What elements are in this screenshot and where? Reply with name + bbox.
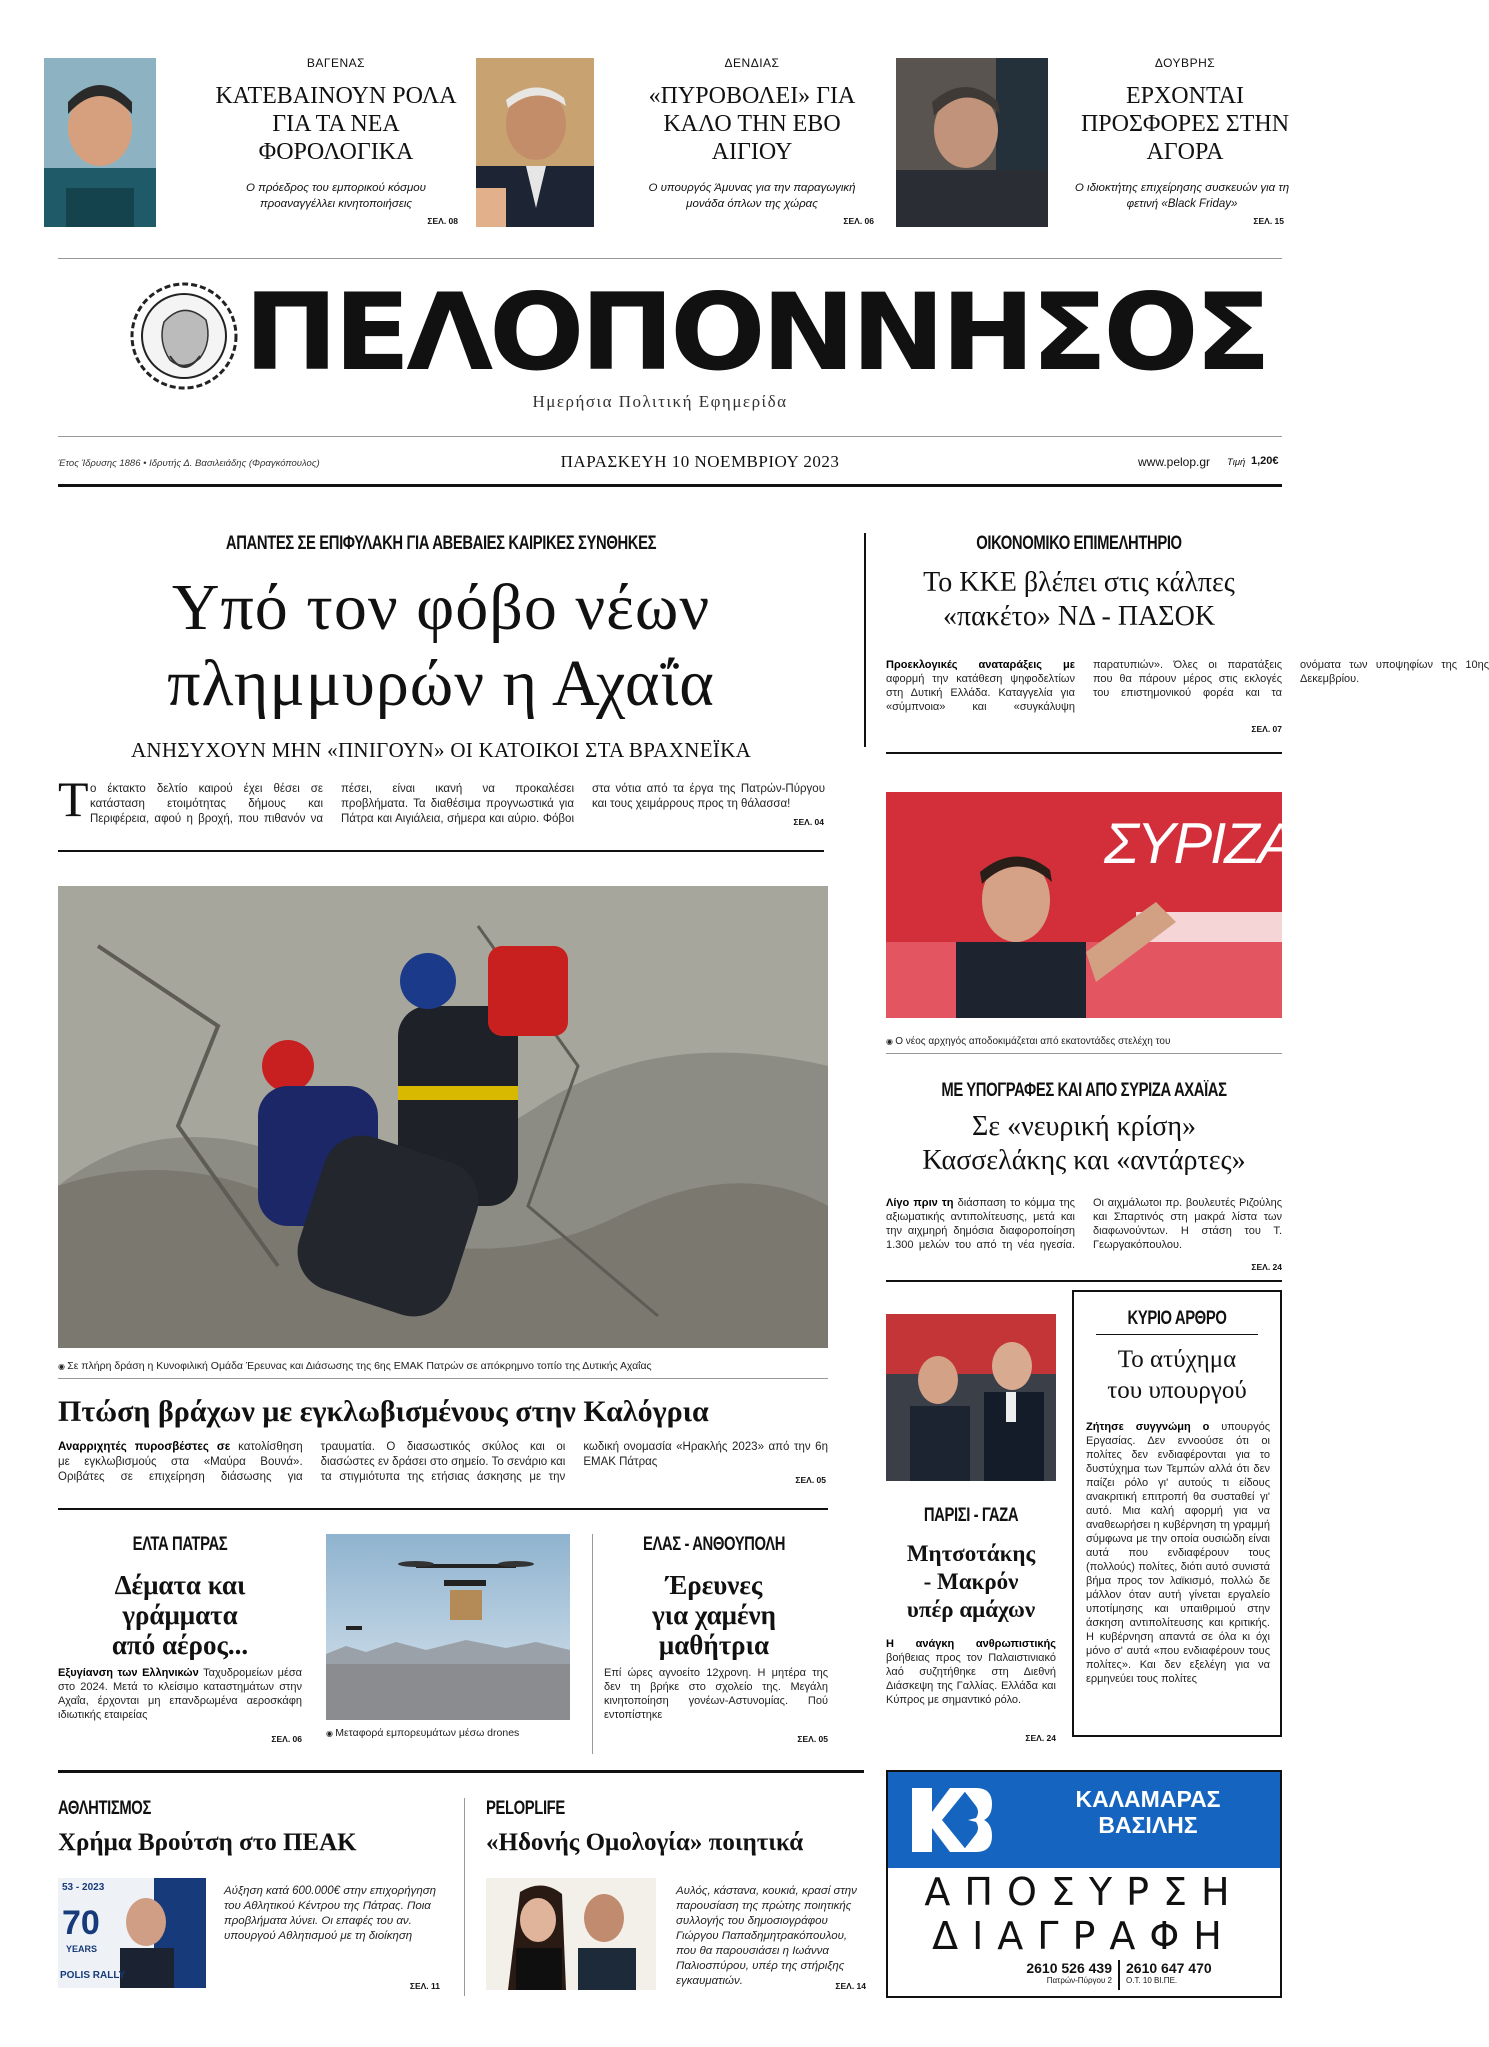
banner-years-number: 70 bbox=[62, 1904, 100, 1942]
page-ref: ΣΕΛ. 08 bbox=[427, 216, 458, 226]
masthead-subtitle: Ημερήσια Πολιτική Εφημερίδα bbox=[532, 392, 788, 411]
article-body bbox=[1086, 1420, 1270, 1728]
sports-headline[interactable]: Χρήμα Βρούτση στο ΠΕΑΚ bbox=[58, 1829, 357, 1856]
sports-photo bbox=[58, 1878, 206, 1988]
column-rule bbox=[864, 533, 866, 747]
elta-text: Ταχυδρομείων μέσα στο 2024. Μετά το κλείσιμο καταστημάτων στην Αχαΐα, έρχονται μη επανδρωμένα αεροσκάφη ιδιωτικής εταιρείας bbox=[58, 1667, 302, 1721]
divider bbox=[886, 1053, 1282, 1054]
teaser-text: Ο υπουργός Άμυνας για την παραγωγική μονάδα όπλων της χώρας bbox=[648, 182, 856, 210]
page-ref: ΣΕΛ. 11 bbox=[409, 1981, 440, 1991]
divider bbox=[58, 258, 1282, 259]
ad-contact-2 bbox=[1126, 1960, 1266, 1985]
drone-caption: ◉ Μεταφορά εμπορευμάτων μέσω drones bbox=[326, 1727, 570, 1739]
editorial-body bbox=[886, 658, 1489, 726]
paris-lead: Η ανάγκη ανθρωπιστικής bbox=[886, 1638, 1056, 1650]
elta-body bbox=[58, 1666, 302, 1728]
ad-name-line: ΒΑΣΙΛΗΣ bbox=[1098, 1812, 1198, 1838]
editorial-text: αφορμή την κατάθεση ψηφοδελτίων στη Δυτική Ελλάδα. Καταγγελία για «σύμπνοια» και «συγκάλυψη παρατυπιών». Όλες οι παρατάξεις που θα πάρουν μέρος στις εκλογές του επιστημονικού φορέα και τα ονόματα των υποψηφίων της 10ης Δεκεμβρίου. bbox=[886, 659, 1489, 713]
ad-service-line: ΔΙΑΓΡΑΦΗ bbox=[932, 1914, 1236, 1958]
lead-headline-line: πλημμυρών η Αχαΐα bbox=[167, 647, 715, 720]
article-kicker: ΚΥΡΙΟ ΑΡΘΡΟ bbox=[1127, 1308, 1227, 1329]
article-headline-line: Το ατύχημα bbox=[1117, 1346, 1237, 1373]
paris-kicker: ΠΑΡΙΣΙ - ΓΑΖΑ bbox=[923, 1505, 1019, 1526]
rescue-text: κατολίσθηση με εγκλωβισμούς στα «Μαύρα Βουνά». Οριβάτες σε επιχείρηση διάσωσης για τραυματία. Ο διασωστικός σκύλος και οι διασώστες εν δράσει στο σημείο. Το σενάριο και τα στιγμιότυπα της ετήσιας άσκησης με την κωδική ονομασία «Ηρακλής 2023» από την 6η ΕΜΑΚ Πάτρας bbox=[58, 1441, 828, 1483]
pelolife-body: Αυλός, κάστανα, κουκιά, κρασί στην παρουσίαση της πρώτης ποιητικής συλλογής του δημοσιογράφου Γιώργου Παπαδημητρακόπουλου, που θα παρουσιάσει η Ιωάννα Παλιοσπύρου, υπέρ της στήριξης εγκαυματιών. bbox=[676, 1885, 857, 1987]
page-ref: ΣΕΛ. 05 bbox=[797, 1734, 828, 1744]
masthead-logo-icon bbox=[130, 282, 238, 390]
rescue-caption: ◉ Σε πλήρη δράση η Κυνοφιλική Ομάδα Έρευνας και Διάσωσης της 6ης ΕΜΑΚ Πατρών σε απόκρημνο τοπίο της Δυτικής Αχαΐας bbox=[58, 1360, 824, 1372]
paris-text: βοήθειας προς τον Παλαιστινιακό λαό συζητήθηκε στη Διεθνή Διάσκεψη της Γαλλίας. Ελλάδα και Κύπρος με σημαντικό ρόλο. bbox=[886, 1652, 1056, 1706]
lead-headline-line: Υπό τον φόβο νέων bbox=[171, 571, 711, 644]
pelolife-kicker: PELOPLIFE bbox=[486, 1798, 565, 1819]
syriza-headline-line: Κασσελάκης και «αντάρτες» bbox=[922, 1145, 1246, 1176]
editorial-headline-line: Το ΚΚΕ βλέπει στις κάλπες bbox=[923, 567, 1235, 598]
rescue-lead: Αναρριχητές πυροσβέστες σε bbox=[58, 1441, 231, 1453]
divider bbox=[886, 1280, 1282, 1282]
ad-contact-1 bbox=[984, 1960, 1112, 1985]
teaser-kicker: ΔΟΥΒΡΗΣ bbox=[1154, 56, 1216, 70]
rescue-headline[interactable]: Πτώση βράχων με εγκλωβισμένους στην Καλόγρια bbox=[58, 1395, 709, 1428]
dropcap: Τ bbox=[58, 771, 89, 827]
rescue-photo bbox=[58, 886, 828, 1348]
ad-phone[interactable]: 2610 526 439 bbox=[1026, 1960, 1112, 1976]
elta-headline[interactable] bbox=[58, 1570, 302, 1660]
teaser-headline[interactable]: ΚΑΤΕΒΑΙΝΟΥΝ ΡΟΛΑ ΓΙΑ ΤΑ ΝΕΑ ΦΟΡΟΛΟΓΙΚΑ bbox=[215, 83, 457, 165]
editorial-kicker: ΟΙΚΟΝΟΜΙΚΟ ΕΠΙΜΕΛΗΤΗΡΙΟ bbox=[976, 533, 1182, 554]
divider bbox=[58, 850, 824, 852]
price-label: Τιμή bbox=[1227, 457, 1246, 468]
paris-headline-line: - Μακρόν bbox=[923, 1569, 1019, 1594]
syriza-headline-line: Σε «νευρική κρίση» bbox=[972, 1111, 1196, 1142]
syriza-text: διάσπαση το κόμμα της αξιωματικής αντιπολίτευσης, μετά και την αιχμηρή δημόσια διαφοροποίηση 1.300 μελών του από τη νέα ηγεσία. Οι αιχμάλωτοι πρ. βουλευτές Ριζούλης και Σπαρτινός στη μακρά λίστα των διαφωνούντων. Η στάση του Τ. Γεωργακόπουλου. bbox=[886, 1197, 1282, 1251]
douvris-photo bbox=[896, 58, 1048, 227]
page-ref: ΣΕΛ. 24 bbox=[1025, 1733, 1056, 1743]
article-headline-line: του υπουργού bbox=[1107, 1377, 1247, 1404]
article-headline[interactable] bbox=[1072, 1344, 1282, 1406]
elta-headline-line: από αέρος... bbox=[111, 1630, 249, 1660]
syriza-photo bbox=[886, 792, 1295, 1018]
missing-headline-line: Έρευνες bbox=[665, 1570, 763, 1600]
syriza-body bbox=[886, 1196, 1282, 1264]
column-rule bbox=[592, 1534, 593, 1754]
page-ref: ΣΕΛ. 14 bbox=[835, 1981, 866, 1991]
paris-body bbox=[886, 1637, 1056, 1729]
elta-kicker: ΕΛΤΑ ΠΑΤΡΑΣ bbox=[132, 1534, 228, 1555]
divider bbox=[58, 1378, 828, 1379]
drone-photo bbox=[326, 1534, 570, 1720]
paris-headline-line: υπέρ αμάχων bbox=[906, 1597, 1036, 1622]
elta-headline-line: Δέματα και bbox=[114, 1570, 246, 1600]
ad-service bbox=[902, 1870, 1266, 1958]
elta-lead: Εξυγίανση των Ελληνικών bbox=[58, 1667, 199, 1679]
masthead-title[interactable]: ΠΕΛΟΠΟΝΝΗΣΟΣ bbox=[244, 271, 1268, 394]
syriza-lead: Λίγο πριν τη bbox=[886, 1197, 954, 1209]
masthead-rule bbox=[58, 484, 1282, 487]
dendias-photo bbox=[476, 58, 594, 227]
page-ref: ΣΕΛ. 07 bbox=[1251, 724, 1282, 734]
founding-note: Έτος Ίδρυσης 1886 • Ιδρυτής Δ. Βασιλειάδης (Φραγκόπουλος) bbox=[58, 458, 320, 469]
ad-name bbox=[1028, 1786, 1268, 1838]
missing-headline-line: μαθήτρια bbox=[658, 1630, 770, 1660]
pelolife-photo bbox=[486, 1878, 656, 1990]
banner-rally: POLIS RALLY bbox=[60, 1970, 126, 1981]
ad-logo-icon bbox=[906, 1782, 996, 1858]
divider bbox=[58, 1770, 864, 1773]
syriza-sign: ΣΥΡΙΖΑ bbox=[1104, 811, 1295, 876]
page-ref: ΣΕΛ. 24 bbox=[1251, 1262, 1282, 1272]
missing-headline[interactable] bbox=[600, 1570, 828, 1660]
lead-headline[interactable] bbox=[58, 570, 824, 722]
divider bbox=[886, 752, 1282, 754]
missing-body: Επί ώρες αγνοείτο 12χρονη. Η μητέρα της δεν τη βρήκε στο σχολείο της. Μεγάλη κινητοποίηση γονέων-Αστυνομίας. Πού εντοπίστηκε bbox=[604, 1667, 828, 1721]
sports-kicker: ΑΘΛΗΤΙΣΜΟΣ bbox=[58, 1798, 151, 1819]
lead-body: ο έκτακτο δελτίο καιρού έχει θέσει σε κατάσταση ετοιμότητας δήμους και Περιφέρεια, αφού η βροχή, που πιθανόν να πέσει, είναι ικανή να προκαλέσει προβλήματα. Τα διαθέσιμα προγνωστικά για Πάτρα και Αιγιάλεια, σήμερα και αύριο. Φόβοι στα νότια από τα έργα της Πατρών-Πύργου και τους χειμάρρους προς τη θάλασσα! bbox=[90, 783, 825, 825]
price: 1,20€ bbox=[1251, 455, 1279, 467]
teaser-headline[interactable]: ΕΡΧΟΝΤΑΙ ΠΡΟΣΦΟΡΕΣ ΣΤΗΝ ΑΓΟΡΑ bbox=[1080, 83, 1290, 165]
teaser-kicker: ΒΑΓΕΝΑΣ bbox=[306, 56, 366, 70]
banner-years-label: YEARS bbox=[66, 1944, 98, 1954]
syriza-kicker: ΜΕ ΥΠΟΓΡΑΦΕΣ ΚΑΙ ΑΠΟ ΣΥΡΙΖΑ ΑΧΑΪΑΣ bbox=[941, 1080, 1227, 1101]
ad-box[interactable] bbox=[886, 1770, 1282, 1998]
divider bbox=[58, 1508, 828, 1510]
lead-kicker: ΑΠΑΝΤΕΣ ΣΕ ΕΠΙΦΥΛΑΚΗ ΓΙΑ ΑΒΕΒΑΙΕΣ ΚΑΙΡΙΚΕΣ ΣΥΝΘΗΚΕΣ bbox=[225, 533, 657, 554]
paris-headline-line: Μητσοτάκης bbox=[906, 1541, 1036, 1566]
banner-year-text: 53 - 2023 bbox=[62, 1882, 105, 1893]
ad-phone[interactable]: 2610 647 470 bbox=[1126, 1960, 1212, 1976]
page-ref: ΣΕΛ. 06 bbox=[271, 1734, 302, 1744]
teaser-text: Ο πρόεδρος του εμπορικού κόσμου προαναγγέλλει κινητοποιήσεις bbox=[245, 182, 426, 210]
ad-service-line: ΑΠΟΣΥΡΣΗ bbox=[924, 1870, 1244, 1914]
ad-address: Ο.Τ. 10 ΒΙ.ΠΕ. bbox=[1126, 1976, 1178, 1985]
paris-headline[interactable] bbox=[880, 1540, 1062, 1624]
paris-photo bbox=[886, 1314, 1056, 1481]
page-ref: ΣΕΛ. 15 bbox=[1253, 216, 1284, 226]
website-link[interactable]: www.pelop.gr bbox=[1138, 455, 1211, 469]
syriza-caption: ◉ Ο νέος αρχηγός αποδοκιμάζεται από εκατοντάδες στελέχη του bbox=[886, 1036, 1282, 1047]
rescue-body bbox=[58, 1440, 828, 1488]
pelolife-headline[interactable]: «Ηδονής Ομολογία» ποιητικά bbox=[486, 1829, 804, 1856]
column-rule bbox=[464, 1798, 465, 1996]
teaser-headline[interactable]: «ΠΥΡΟΒΟΛΕΙ» ΓΙΑ ΚΑΛΟ ΤΗΝ ΕΒΟ ΑΙΓΙΟΥ bbox=[648, 83, 856, 165]
missing-headline-line: για χαμένη bbox=[652, 1600, 776, 1630]
teaser-kicker: ΔΕΝΔΙΑΣ bbox=[724, 56, 780, 70]
editorial-headline[interactable] bbox=[880, 566, 1278, 634]
lead-subhead: ΑΝΗΣΥΧΟΥΝ ΜΗΝ «ΠΝΙΓΟΥΝ» ΟΙ ΚΑΤΟΙΚΟΙ ΣΤΑ ΒΡΑΧΝΕΪΚΑ bbox=[130, 738, 752, 762]
elta-headline-line: γράμματα bbox=[122, 1600, 238, 1630]
page-ref: ΣΕΛ. 04 bbox=[793, 817, 824, 827]
issue-date: ΠΑΡΑΣΚΕΥΗ 10 ΝΟΕΜΒΡΙΟΥ 2023 bbox=[560, 452, 840, 471]
divider bbox=[58, 436, 1282, 437]
ad-contact-divider bbox=[1118, 1960, 1120, 1990]
article-text: υπουργός Εργασίας. Δεν εννοούσε ότι οι πολίτες δεν ενδιαφέρονται για το δυστύχημα των Τεμπών αλλά ότι δεν παίζει ρόλο γι' αυτούς τι είδους ανακριτική επιτροπή θα συσταθεί γι' αυτό. Μια καλή αφορμή για να αναθεωρήσει η κυβέρνηση τη γραμμή σύμφωνα με την οποία ουσιώδη είναι αυτά που ενδιαφέρουν τους (πολλούς) πολίτες, διότι αυτό συνιστά βήμα προς τον λαϊκισμό, πολλώ δε μάλλον όταν αυτή γίνεται εργαλείο υποτίμησης και υπαιθριμού στην άσκηση αντιπολίτευσης και κριτικής. Η κυβέρνηση απαντά σε όλα κι όχι μόνο σ' αυτά «που ενδιαφέρουν τους πολίτες». Και δεν εξελέγη για να ερμηνεύει τους πολίτες bbox=[1086, 1421, 1270, 1685]
page-ref: ΣΕΛ. 06 bbox=[843, 216, 874, 226]
missing-kicker: ΕΛΑΣ - ΑΝΘΟΥΠΟΛΗ bbox=[642, 1534, 786, 1555]
syriza-headline[interactable] bbox=[886, 1110, 1282, 1178]
article-lead: Ζήτησε συγγνώμη ο bbox=[1086, 1421, 1210, 1433]
teaser-text: Ο ιδιοκτήτης επιχείρησης συσκευών για τη φετινή «Black Friday» bbox=[1074, 182, 1290, 210]
divider bbox=[1096, 1334, 1258, 1335]
editorial-headline-line: «πακέτο» ΝΔ - ΠΑΣΟΚ bbox=[942, 601, 1216, 632]
ad-name-line: ΚΑΛΑΜΑΡΑΣ bbox=[1075, 1786, 1221, 1812]
page-ref: ΣΕΛ. 05 bbox=[795, 1475, 826, 1485]
vagenas-photo bbox=[44, 58, 156, 227]
sports-body: Αύξηση κατά 600.000€ στην επιχορήγηση του Αθλητικού Κέντρου της Πάτρας. Ποια προβλήματα λύνει. Οι επαφές του αν. υπουργού Αθλητισμού με τη διοίκηση bbox=[224, 1885, 437, 1942]
editorial-lead: Προεκλογικές αναταράξεις με bbox=[886, 659, 1075, 671]
ad-address: Πατρών-Πύργου 2 bbox=[1046, 1976, 1112, 1985]
